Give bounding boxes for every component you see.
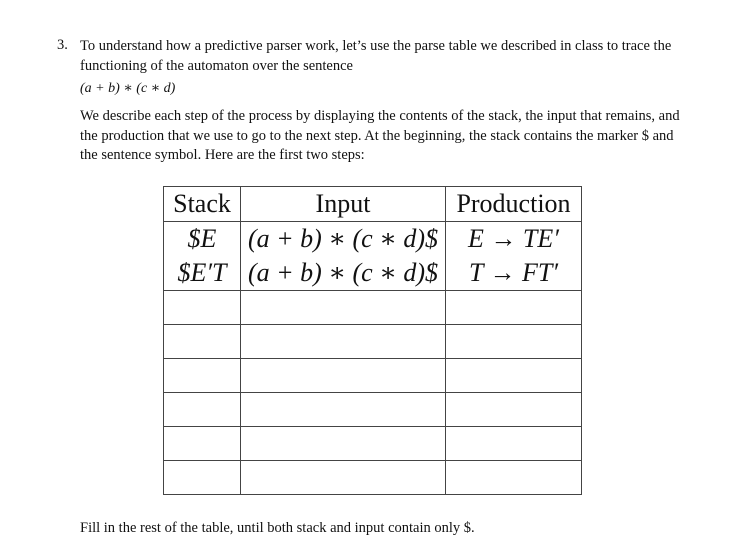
- input-cell: (a + b) ∗ (c ∗ d)$: [241, 222, 446, 257]
- stack-cell[interactable]: [164, 427, 241, 461]
- stack-cell: $E: [164, 222, 241, 257]
- empty-row: [164, 461, 582, 495]
- production-cell[interactable]: [446, 325, 582, 359]
- stack-cell[interactable]: [164, 325, 241, 359]
- input-cell[interactable]: [241, 461, 446, 495]
- production-cell: E → TE′: [446, 222, 582, 257]
- stack-cell[interactable]: [164, 461, 241, 495]
- stack-cell[interactable]: [164, 359, 241, 393]
- table-row: [164, 222, 582, 257]
- input-cell[interactable]: [241, 359, 446, 393]
- empty-row: [164, 359, 582, 393]
- sentence-expression: (a + b) ∗ (c ∗ d): [80, 81, 176, 96]
- production-cell: T → FT′: [446, 256, 582, 291]
- input-cell: (a + b) ∗ (c ∗ d)$: [241, 256, 446, 291]
- input-cell[interactable]: [241, 427, 446, 461]
- stack-cell[interactable]: [164, 393, 241, 427]
- production-cell[interactable]: [446, 427, 582, 461]
- question-description: We describe each step of the process by displaying the contents of the stack, the input that remains, and the production that we use to go to the next step. At the beginning, the stack contains the marker $ and the sentence symbol. Here are the first two steps:: [80, 108, 680, 163]
- empty-row: [164, 325, 582, 359]
- parse-table-header: [164, 187, 582, 222]
- table-row: [164, 256, 582, 291]
- input-cell[interactable]: [241, 291, 446, 325]
- empty-row: [164, 291, 582, 325]
- header-stack: Stack: [164, 187, 241, 222]
- production-cell[interactable]: [446, 393, 582, 427]
- production-cell[interactable]: [446, 461, 582, 495]
- header-production: Production: [446, 187, 582, 222]
- stack-cell[interactable]: [164, 291, 241, 325]
- empty-row: [164, 393, 582, 427]
- input-cell[interactable]: [241, 393, 446, 427]
- header-input: Input: [241, 187, 446, 222]
- question-number: 3.: [57, 37, 68, 53]
- question-intro: To understand how a predictive parser work, let’s use the parse table we described in class to trace the functioning of the automaton over the sentence: [80, 38, 672, 74]
- stack-cell: $E′T: [164, 256, 241, 291]
- input-cell[interactable]: [241, 325, 446, 359]
- empty-row: [164, 427, 582, 461]
- production-cell[interactable]: [446, 359, 582, 393]
- parse-table: [163, 186, 582, 495]
- instruction-text: Fill in the rest of the table, until both stack and input contain only $.: [80, 520, 475, 536]
- production-cell[interactable]: [446, 291, 582, 325]
